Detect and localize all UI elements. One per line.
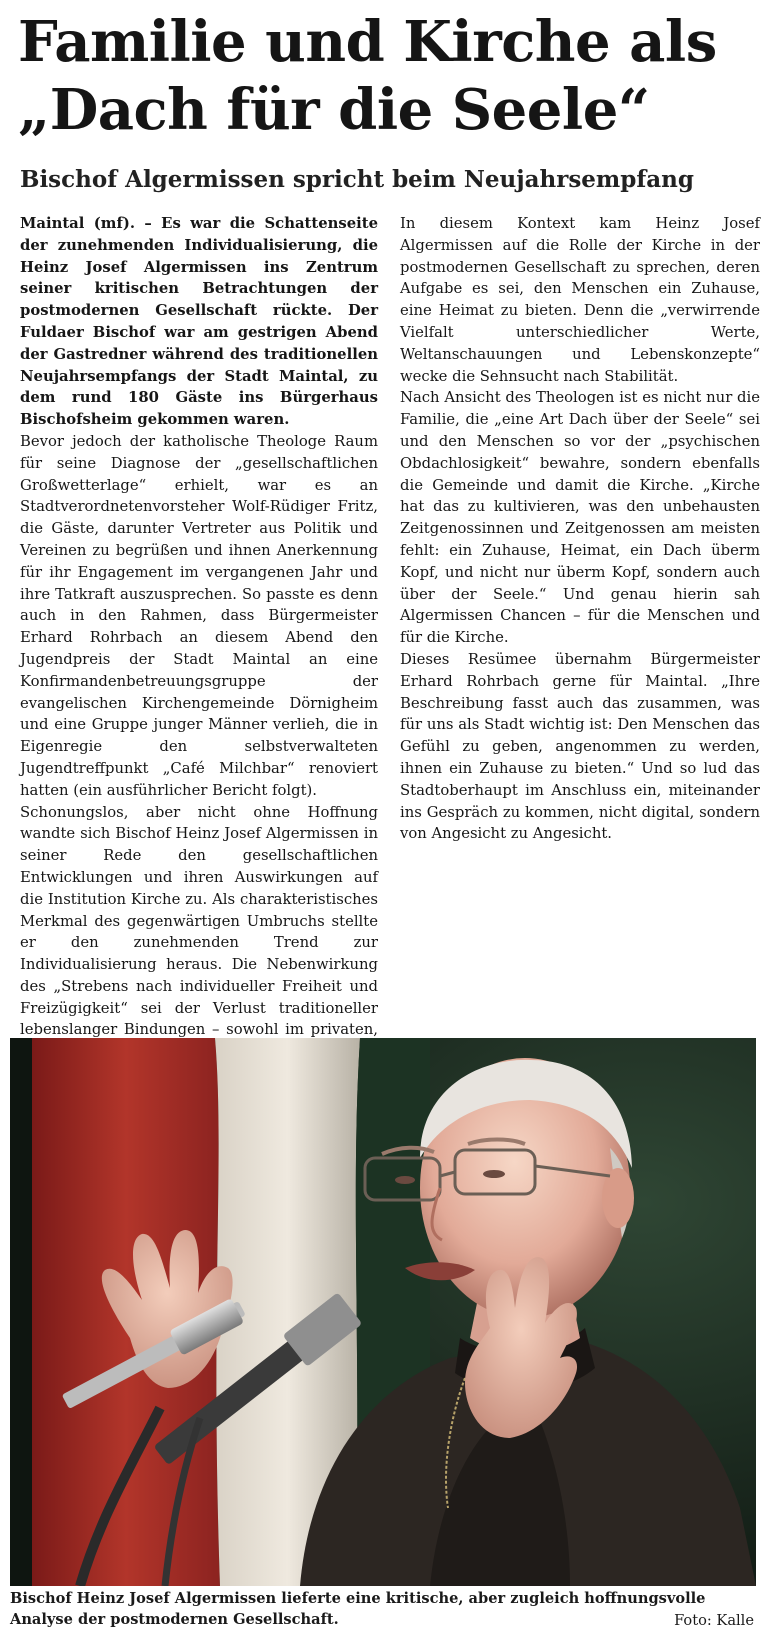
article-paragraph-5: Dieses Resümee übernahm Bürgermeister Erhard Rohrbach gerne für Maintal. „Ihre Beschreibung fasst auch das zusammen, was für uns als Stadt wichtig ist: Den Menschen das Gefühl zu geben, angenommen zu werden, ihnen ein Zuhause zu bieten.“ Und so lud das Stadtoberhaupt im Anschluss ein, miteinander ins Gespräch zu kommen, nicht digital, sondern von Angesicht zu Angesicht. <box>400 650 760 843</box>
article-lead: Maintal (mf). – Es war die Schattenseite der zunehmenden Individualisierung, die Heinz Josef Algermissen ins Zentrum seiner kritischen Betrachtungen der postmodernen Gesellschaft rückte. Der Fuldaer Bischof war am gestrigen Abend der Gastredner während des traditionellen Neujahrsempfangs der Stadt Maintal, zu dem rund 180 Gäste ins Bürgerhaus Bischofsheim gekommen waren. <box>20 215 378 429</box>
photo-credit: Foto: Kalle <box>674 1612 754 1629</box>
article-photo <box>10 1038 756 1586</box>
article-paragraph-4: Nach Ansicht des Theologen ist es nicht nur die Familie, die „eine Art Dach über der Seele“ sei und den Menschen so vor der „psychischen Obdachlosigkeit“ bewahre, sondern ebenfalls die Gemeinde und damit die Kirche. „Kirche hat das zu kultivieren, was den unbehausten Zeitgenossinnen und Zeitgenossen am meisten fehlt: ein Zuhause, Heimat, ein Dach überm Kopf, und nicht nur überm Kopf, sondern auch über der Seele.“ Und genau hierin sah Algermissen Chancen – für die Menschen und für die Kirche. <box>400 389 760 647</box>
subheadline: Bischof Algermissen spricht beim Neujahrsempfang <box>20 166 694 193</box>
article-paragraph-2: Schonungslos, aber nicht ohne Hoffnung wandte sich Bischof Heinz Josef Algermissen in seiner Rede den gesellschaftlichen Entwicklungen und ihren Auswirkungen auf die Institution Kirche zu. Als charakteristisches Merkmal des gegenwärtigen Umbruchs stellte er den zunehmenden Trend zur Individualisierung heraus. Die Nebenwirkung des „Strebens nach individueller Freiheit und Freizügigkeit“ sei der Verlust traditioneller lebenslanger Bindungen – sowohl im privaten, <box>20 803 378 1039</box>
photo-caption: Bischof Heinz Josef Algermissen lieferte eine kritische, aber zugleich hoffnungsvolle Analyse der postmodernen Gesellschaft. <box>10 1590 706 1628</box>
article-paragraph-3: In diesem Kontext kam Heinz Josef Algermissen auf die Rolle der Kirche in der postmodernen Gesellschaft zu sprechen, deren Aufgabe es sei, den Menschen ein Zuhause, eine Heimat zu bieten. Denn die „verwirrende Vielfalt unterschiedlicher Werte, Weltanschauungen und Lebenskonzepte“ wecke die Sehnsucht nach Stabilität. <box>400 215 760 385</box>
article-paragraph-1: Bevor jedoch der katholische Theologe Raum für seine Diagnose der „gesellschaftlichen Großwetterlage“ erhielt, war es an Stadtverordnetenvorsteher Wolf-Rüdiger Fritz, die Gäste, darunter Vertreter aus Politik und Vereinen zu begrüßen und ihnen Anerkennung für ihr Engagement im vergangenen Jahr und ihre Tatkraft auszusprechen. So passte es denn auch in den Rahmen, dass Bürgermeister Erhard Rohrbach an diesem Abend den Jugendpreis der Stadt Maintal an eine Konfirmandenbetreuungsgruppe der evangelischen Kirchengemeinde Dörnigheim und eine Gruppe junger Männer verlieh, die in Eigenregie den selbstverwalteten Jugendtreffpunkt „Café Milchbar“ renoviert hatten (ein ausführlicher Bericht folgt). <box>20 432 378 799</box>
headline <box>18 8 763 144</box>
headline-line-1: Familie und Kirche als <box>18 9 717 75</box>
headline-line-2: „Dach für die Seele“ <box>18 77 650 143</box>
article-column-right <box>400 213 760 845</box>
photo-illustration <box>10 1038 756 1586</box>
